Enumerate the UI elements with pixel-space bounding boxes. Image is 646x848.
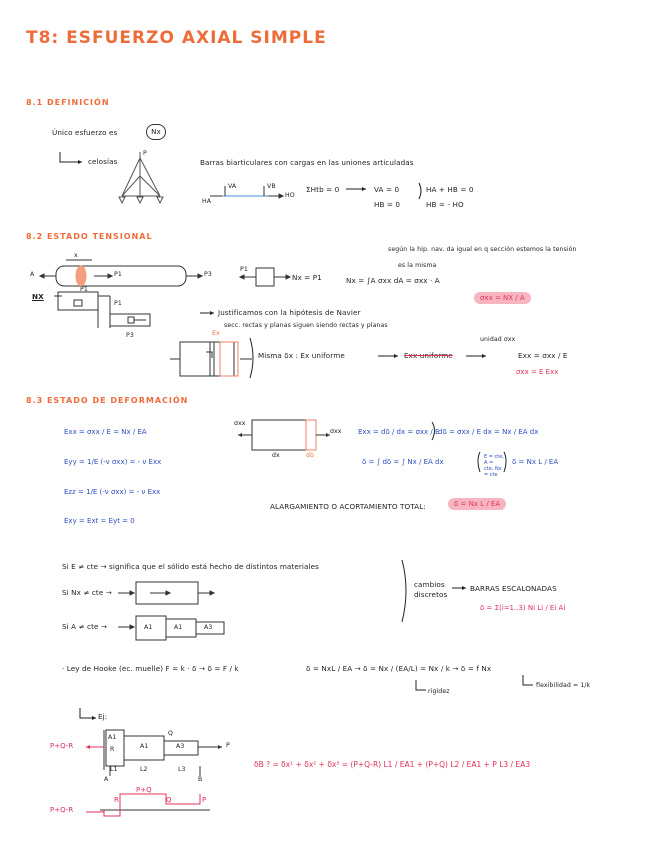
integral-eq: Nx = ∫A σxx dA = σxx · A bbox=[346, 276, 440, 285]
truss-load-label: P bbox=[143, 150, 147, 157]
area-a3: A3 bbox=[204, 624, 213, 631]
diag-left: P+Q-R bbox=[50, 806, 74, 814]
truss-diagram bbox=[119, 152, 163, 203]
misma-text: Misma δx : Ex uniforme bbox=[258, 351, 345, 360]
ex-r: R bbox=[110, 746, 115, 753]
nx-step-diagram bbox=[54, 292, 150, 328]
celosias-label: celosías bbox=[88, 157, 118, 166]
bar-p1-inner: P1 bbox=[114, 271, 122, 278]
ex-a1: A1 bbox=[108, 734, 117, 741]
ex-point-b: B bbox=[198, 776, 203, 783]
dx-label: dx bbox=[272, 452, 280, 459]
barras-escalonadas: BARRAS ESCALONADAS bbox=[470, 584, 557, 593]
section-heading-8-2: 8.2 ESTADO TENSIONAL bbox=[26, 232, 153, 241]
sigma-right: σxx bbox=[330, 428, 342, 435]
ex-a3: A3 bbox=[176, 743, 185, 750]
barras-text: Barras biarticulares con cargas en las uniones articuladas bbox=[200, 158, 414, 167]
hooke-chain: δ = NxL / EA → δ = Nx / (EA/L) = Nx / k → δ = f Nx bbox=[306, 664, 492, 673]
si-e-text: Si E ≠ cte → significa que el sólido está hecho de distintos materiales bbox=[62, 562, 319, 571]
ex-small: Ex bbox=[212, 330, 220, 337]
diag-r: R bbox=[114, 796, 119, 804]
beam-ha: HA bbox=[202, 198, 212, 205]
nx-p1: P1 bbox=[80, 286, 88, 293]
rel-integral: δ = ∫ dδ = ∫ Nx / EA dx bbox=[362, 458, 444, 466]
hooke-text: · Ley de Hooke (ec. muelle) F = k · δ → δ = F / k bbox=[62, 664, 239, 673]
sigma-e: σxx = E Exx bbox=[516, 368, 559, 376]
delta-b-formula: δB ? = δx¹ + δx² + δx³ = (P+Q-R) L1 / EA1 + (P+Q) L2 / EA1 + P L3 / EA3 bbox=[254, 760, 531, 769]
ex-a2: A1 bbox=[140, 743, 149, 750]
strain-element bbox=[238, 420, 330, 450]
ex-q: Q bbox=[168, 730, 173, 737]
justificamos: Justificamos con la hipótesis de Navier bbox=[218, 308, 361, 317]
si-a-text: Si A ≠ cte → bbox=[62, 622, 108, 631]
rel-total: δ = Nx L / EA bbox=[512, 458, 559, 466]
sigma-left: σxx bbox=[234, 420, 246, 427]
x-label: x bbox=[74, 252, 78, 259]
eq-hb-ho: HB = - HO bbox=[426, 200, 464, 209]
segun-text: según la hip. nav. da igual en q sección estemos la tensión bbox=[388, 246, 577, 253]
beam-vb: VB bbox=[267, 183, 276, 190]
ex-p: P bbox=[226, 742, 230, 749]
ddelta-label: dδ bbox=[306, 452, 314, 459]
nx-circle: Nx bbox=[146, 124, 166, 140]
section-heading-8-3: 8.3 ESTADO DE DEFORMACIÓN bbox=[26, 396, 189, 405]
rel-ddelta: dδ = σxx / E dx = Nx / EA dx bbox=[438, 428, 539, 436]
ex-l3: L3 bbox=[178, 766, 186, 773]
nx-label: NX bbox=[32, 292, 44, 301]
beam-ho: HO bbox=[285, 192, 295, 199]
alargamiento-label: ALARGAMIENTO O ACORTAMIENTO TOTAL: bbox=[270, 502, 426, 511]
box-p1: P1 bbox=[240, 266, 248, 273]
es-misma: es la misma bbox=[398, 262, 437, 269]
example-label: Ej: bbox=[98, 712, 108, 721]
eq-hb: HB = 0 bbox=[374, 200, 401, 209]
flexibilidad-label: flexibilidad = 1/k bbox=[536, 682, 591, 689]
area-a1-second: A1 bbox=[174, 624, 183, 631]
ex-point-a: A bbox=[104, 776, 109, 783]
ex-l1: L1 bbox=[110, 766, 118, 773]
exx-uniforme: Exx uniforme bbox=[404, 351, 453, 360]
nx-p3: P3 bbox=[126, 332, 134, 339]
deformed-block bbox=[170, 342, 252, 376]
ex-left-load: P+Q-R bbox=[50, 742, 74, 750]
eq-ha-hb: HA + HB = 0 bbox=[426, 185, 474, 194]
rigidez-label: rigidez bbox=[428, 688, 450, 695]
rel-exx: Exx = dδ / dx = σxx / E bbox=[358, 428, 440, 436]
stepped-bars bbox=[118, 582, 224, 640]
eq-va: VA = 0 bbox=[374, 185, 400, 194]
area-a1-first: A1 bbox=[144, 624, 153, 631]
cambios-text: cambios discretos bbox=[414, 580, 448, 599]
beam-va: VA bbox=[228, 183, 237, 190]
sigma-formula: σxx = NX / A bbox=[474, 292, 531, 304]
equilibrium-eq: ΣHtb = 0 bbox=[306, 185, 340, 194]
page-title: T8: ESFUERZO AXIAL SIMPLE bbox=[26, 28, 327, 48]
const-cases: E = cte, A = cte, Nx = cte bbox=[484, 454, 504, 478]
diag-p: P bbox=[202, 796, 207, 804]
strain-ezz: Ezz = 1/E (-ν σxx) = - ν Exx bbox=[64, 488, 161, 496]
diag-q: Q bbox=[166, 796, 172, 804]
unico-text: Único esfuerzo es bbox=[52, 128, 118, 137]
box-eq: Nx = P1 bbox=[292, 273, 322, 282]
section-heading-8-1: 8.1 DEFINICIÓN bbox=[26, 98, 110, 107]
exx-formula: Exx = σxx / E bbox=[518, 351, 568, 360]
strain-eyy: Eyy = 1/E (-ν σxx) = - ν Exx bbox=[64, 458, 162, 466]
strain-exx: Exx = σxx / E = Nx / EA bbox=[64, 428, 147, 436]
unidad-text: unidad σxx bbox=[480, 336, 516, 343]
sum-formula: δ = Σ(i=1..3) Ni Li / Ei Ai bbox=[480, 604, 566, 612]
alargamiento-formula: δ = Nx L / EA bbox=[448, 498, 506, 510]
ex-l2: L2 bbox=[140, 766, 148, 773]
strain-shear: Exy = Ext = Eyt = 0 bbox=[64, 517, 135, 525]
bar-a-label: A bbox=[30, 271, 35, 278]
secc-text: secc. rectas y planas siguen siendo rectas y planas bbox=[224, 322, 388, 329]
nx-p1b: P1 bbox=[114, 300, 122, 307]
diag-top: P+Q bbox=[136, 786, 152, 794]
bar-p3: P3 bbox=[204, 271, 212, 278]
si-nx-text: Si Nx ≠ cte → bbox=[62, 588, 112, 597]
